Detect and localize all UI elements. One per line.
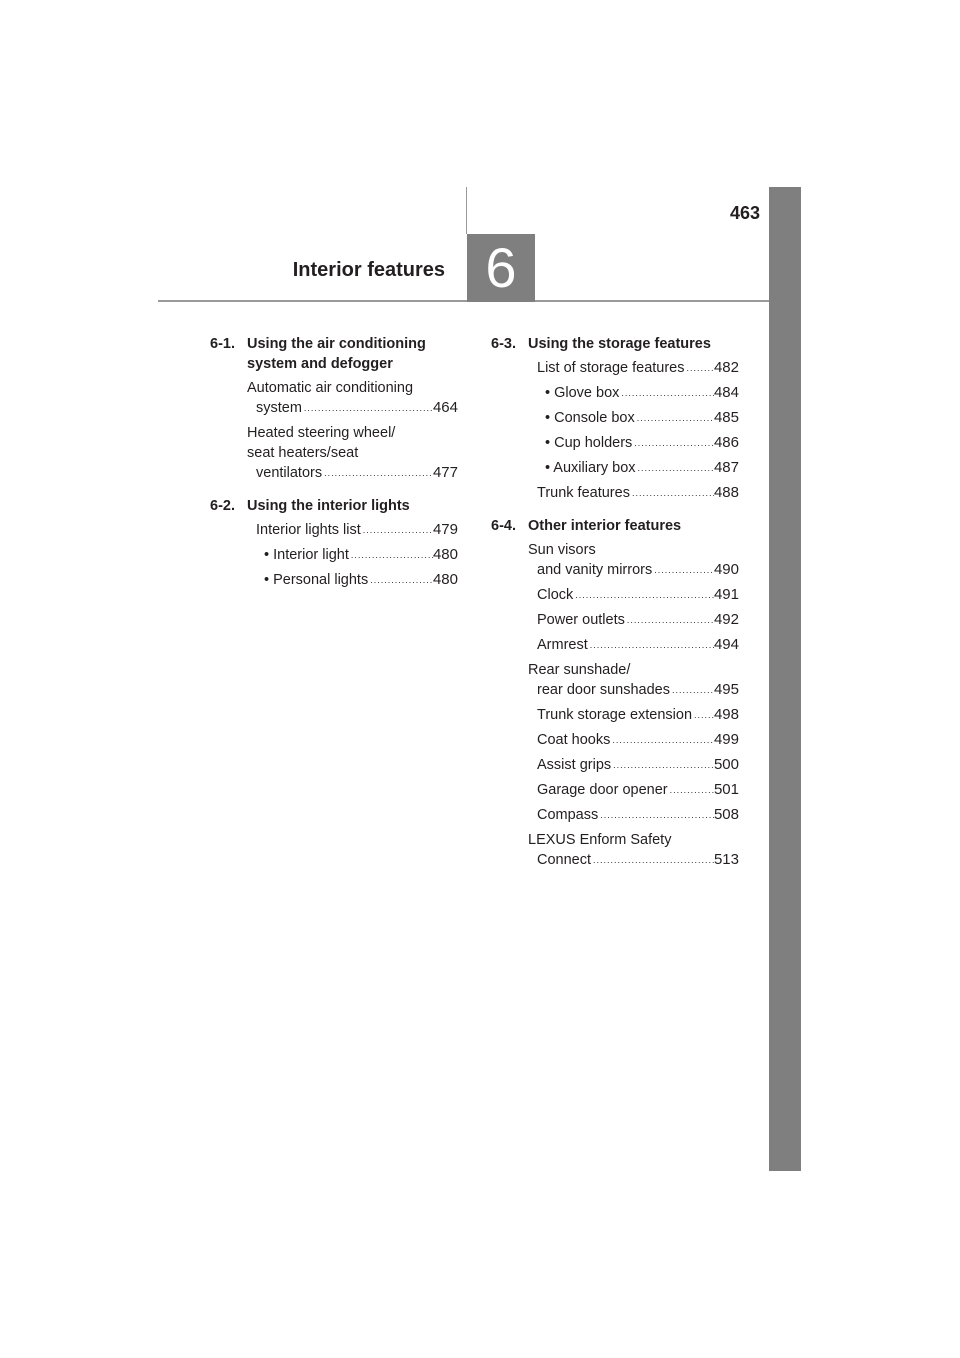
toc-entry[interactable] bbox=[491, 830, 739, 870]
entry-line: Sun visors bbox=[528, 542, 596, 558]
entry-page-number: 491 bbox=[713, 586, 739, 603]
header-divider bbox=[466, 187, 467, 234]
entry-page-number: 490 bbox=[713, 561, 739, 578]
entry-text: • Interior light bbox=[264, 547, 349, 563]
toc-entry[interactable] bbox=[491, 358, 739, 378]
toc-section bbox=[210, 334, 458, 374]
entry-text: system bbox=[256, 400, 302, 416]
dot-leader bbox=[670, 680, 714, 700]
entry-line: Heated steering wheel/ bbox=[247, 425, 396, 441]
section-number: 6-4. bbox=[491, 518, 516, 534]
entry-text: Trunk storage extension bbox=[537, 707, 693, 723]
chapter-number: 6 bbox=[485, 236, 517, 299]
dot-leader bbox=[625, 610, 714, 630]
toc-section bbox=[491, 516, 739, 536]
entry-page-number: 484 bbox=[713, 384, 739, 401]
dot-leader bbox=[349, 545, 433, 565]
dot-leader bbox=[591, 850, 714, 870]
entry-page-number: 485 bbox=[713, 409, 739, 426]
entry-text: Assist grips bbox=[537, 757, 612, 773]
toc-entry[interactable] bbox=[210, 545, 458, 565]
toc-right-column bbox=[491, 334, 739, 870]
chapter-title: Interior features bbox=[292, 259, 445, 281]
section-number: 6-3. bbox=[491, 336, 516, 352]
toc-entry[interactable] bbox=[491, 458, 739, 478]
entry-text: • Glove box bbox=[545, 385, 620, 401]
side-thumb-tab bbox=[769, 187, 801, 1171]
entry-leader-line bbox=[537, 560, 739, 580]
section-title-line: Using the interior lights bbox=[247, 498, 410, 514]
entry-page-number: 482 bbox=[713, 359, 739, 376]
entry-page-number: 499 bbox=[713, 731, 739, 748]
entry-text: Clock bbox=[537, 587, 574, 603]
entry-text: rear door sunshades bbox=[537, 682, 670, 698]
entry-leader-line bbox=[256, 398, 458, 418]
toc-entry[interactable] bbox=[491, 433, 739, 453]
entry-leader-line bbox=[537, 705, 739, 725]
toc-entry[interactable] bbox=[210, 423, 458, 483]
toc-left-column bbox=[210, 334, 458, 590]
dot-leader bbox=[598, 805, 714, 825]
entry-page-number: 464 bbox=[432, 399, 458, 416]
entry-leader-line bbox=[537, 358, 739, 378]
toc-entry[interactable] bbox=[491, 483, 739, 503]
toc-entry[interactable] bbox=[491, 660, 739, 700]
toc-section bbox=[210, 496, 458, 516]
dot-leader bbox=[588, 635, 714, 655]
section-number: 6-1. bbox=[210, 336, 235, 352]
dot-leader bbox=[302, 398, 433, 418]
entry-page-number: 480 bbox=[432, 571, 458, 588]
entry-page-number: 486 bbox=[713, 434, 739, 451]
dot-leader bbox=[619, 383, 714, 403]
toc-entry[interactable] bbox=[491, 585, 739, 605]
toc-entry[interactable] bbox=[210, 520, 458, 540]
entry-text: List of storage features bbox=[537, 360, 685, 376]
entry-leader-line bbox=[264, 570, 458, 590]
entry-leader-line bbox=[537, 780, 739, 800]
entry-page-number: 492 bbox=[713, 611, 739, 628]
dot-leader bbox=[361, 520, 433, 540]
entry-page-number: 501 bbox=[713, 781, 739, 798]
entry-page-number: 508 bbox=[713, 806, 739, 823]
toc-entry[interactable] bbox=[491, 805, 739, 825]
toc-entry[interactable] bbox=[210, 378, 458, 418]
dot-leader bbox=[322, 463, 433, 483]
entry-text: Power outlets bbox=[537, 612, 625, 628]
dot-leader bbox=[610, 730, 714, 750]
dot-leader bbox=[635, 408, 714, 428]
dot-leader bbox=[611, 755, 714, 775]
toc-entry[interactable] bbox=[491, 755, 739, 775]
entry-leader-line bbox=[537, 730, 739, 750]
section-title-line: Using the storage features bbox=[528, 336, 711, 352]
entry-page-number: 488 bbox=[713, 484, 739, 501]
chapter-number-box bbox=[467, 234, 535, 302]
entry-text: • Personal lights bbox=[264, 572, 369, 588]
dot-leader bbox=[573, 585, 714, 605]
section-title-line: Other interior features bbox=[528, 518, 682, 534]
entry-leader-line bbox=[545, 408, 739, 428]
dot-leader bbox=[692, 705, 714, 725]
entry-text: Armrest bbox=[537, 637, 588, 653]
entry-line: Rear sunshade/ bbox=[528, 662, 631, 678]
entry-text: Compass bbox=[537, 807, 599, 823]
entry-page-number: 513 bbox=[713, 851, 739, 868]
dot-leader bbox=[685, 358, 714, 378]
dot-leader bbox=[632, 433, 714, 453]
entry-line: Automatic air conditioning bbox=[247, 380, 414, 396]
entry-leader-line bbox=[545, 433, 739, 453]
entry-text: Interior lights list bbox=[256, 522, 361, 538]
entry-leader-line bbox=[537, 610, 739, 630]
toc-entry[interactable] bbox=[491, 730, 739, 750]
entry-text: Trunk features bbox=[537, 485, 630, 501]
section-number: 6-2. bbox=[210, 498, 235, 514]
entry-text: and vanity mirrors bbox=[537, 562, 653, 578]
entry-leader-line bbox=[537, 755, 739, 775]
entry-page-number: 495 bbox=[713, 681, 739, 698]
toc-entry[interactable] bbox=[210, 570, 458, 590]
toc-entry[interactable] bbox=[491, 780, 739, 800]
toc-section bbox=[491, 334, 739, 354]
dot-leader bbox=[668, 780, 714, 800]
dot-leader bbox=[636, 458, 714, 478]
entry-page-number: 480 bbox=[432, 546, 458, 563]
entry-page-number: 498 bbox=[713, 706, 739, 723]
entry-leader-line bbox=[537, 635, 739, 655]
dot-leader bbox=[630, 483, 714, 503]
page-number: 463 bbox=[729, 203, 760, 223]
entry-leader-line bbox=[264, 545, 458, 565]
entry-page-number: 479 bbox=[432, 521, 458, 538]
entry-page-number: 494 bbox=[713, 636, 739, 653]
entry-text: Garage door opener bbox=[537, 782, 668, 798]
entry-leader-line bbox=[537, 680, 739, 700]
entry-text: Coat hooks bbox=[537, 732, 611, 748]
entry-text: Connect bbox=[537, 852, 592, 868]
toc-entry[interactable] bbox=[491, 705, 739, 725]
section-title bbox=[528, 334, 739, 354]
section-title bbox=[247, 496, 458, 516]
entry-page-number: 477 bbox=[432, 464, 458, 481]
dot-leader bbox=[368, 570, 433, 590]
entry-page-number: 500 bbox=[713, 756, 739, 773]
entry-leader-line bbox=[537, 585, 739, 605]
entry-text: • Auxiliary box bbox=[545, 460, 636, 476]
toc-entry[interactable] bbox=[491, 408, 739, 428]
entry-leader-line bbox=[256, 463, 458, 483]
entry-line: LEXUS Enform Safety bbox=[528, 832, 672, 848]
toc-entry[interactable] bbox=[491, 383, 739, 403]
entry-leader-line bbox=[545, 383, 739, 403]
entry-leader-line bbox=[537, 805, 739, 825]
section-title bbox=[247, 334, 458, 374]
entry-page-number: 487 bbox=[713, 459, 739, 476]
header-rule bbox=[158, 300, 769, 302]
entry-line: seat heaters/seat bbox=[247, 445, 359, 461]
toc-entry[interactable] bbox=[491, 610, 739, 630]
entry-text: • Console box bbox=[545, 410, 635, 426]
entry-leader-line bbox=[545, 458, 739, 478]
dot-leader bbox=[652, 560, 714, 580]
section-title-line: system and defogger bbox=[247, 356, 393, 372]
toc-entry[interactable] bbox=[491, 635, 739, 655]
section-title bbox=[528, 516, 739, 536]
entry-leader-line bbox=[256, 520, 458, 540]
entry-leader-line bbox=[537, 850, 739, 870]
toc-entry[interactable] bbox=[491, 540, 739, 580]
entry-text: • Cup holders bbox=[545, 435, 633, 451]
entry-leader-line bbox=[537, 483, 739, 503]
entry-text: ventilators bbox=[256, 465, 323, 481]
section-title-line: Using the air conditioning bbox=[247, 336, 426, 352]
